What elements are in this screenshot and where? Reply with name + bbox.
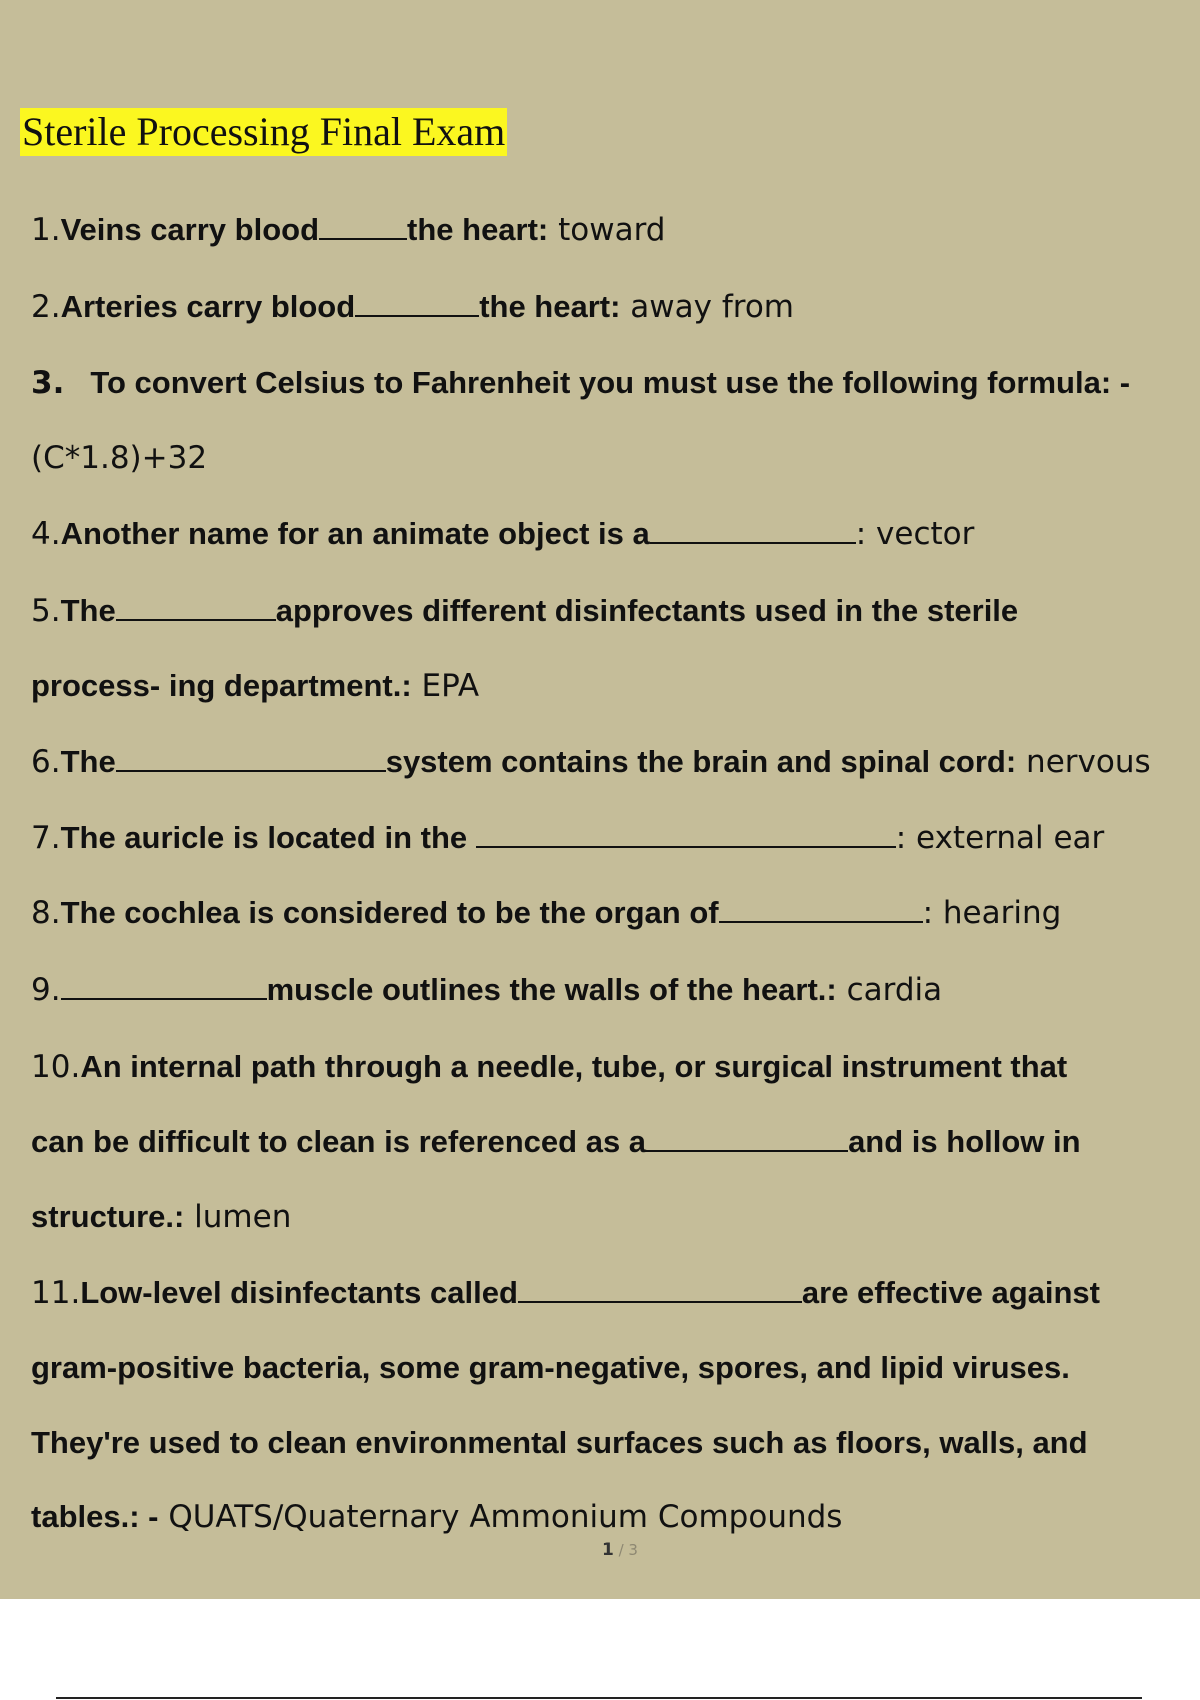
question-11-line-3: They're used to clean environmental surfaces such as floors, walls, and xyxy=(31,1425,1088,1460)
question-text: Another name for an animate object is a xyxy=(60,516,650,551)
answer-blank xyxy=(61,972,267,1000)
answer-text: external ear xyxy=(906,820,1105,856)
question-text: To convert Celsius to Fahrenheit you must use the following formula: - xyxy=(90,365,1131,400)
question-10-continued: structure.: lumen xyxy=(31,1199,292,1235)
answer-blank xyxy=(355,289,479,317)
answer-blank xyxy=(116,744,386,772)
answer-blank xyxy=(518,1275,802,1303)
question-text: Arteries carry blood xyxy=(60,289,356,324)
question-text: The xyxy=(60,593,116,628)
question-7: 7.The auricle is located in the : external ear xyxy=(31,820,1105,856)
answer-text: hearing xyxy=(933,895,1062,931)
question-text: The xyxy=(60,744,116,779)
answer-text: away from xyxy=(620,289,794,325)
answer-text: lumen xyxy=(184,1199,292,1235)
question-8: 8.The cochlea is considered to be the organ of : hearing xyxy=(31,895,1062,931)
page-number: 1 / 3 xyxy=(602,1540,638,1560)
question-10-line-2: can be difficult to clean is referenced as a and is hollow in xyxy=(31,1124,1081,1159)
answer-text: EPA xyxy=(411,668,480,704)
page-title: Sterile Processing Final Exam xyxy=(22,109,506,154)
question-5-continued: process- ing department.: EPA xyxy=(31,668,480,704)
question-5: 5.The approves different disinfectants used in the sterile xyxy=(31,593,1019,629)
question-6: 6.The system contains the brain and spinal cord: nervous xyxy=(31,744,1151,780)
question-text: An internal path through a needle, tube, or surgical instrument that xyxy=(80,1049,1068,1084)
answer-text: toward xyxy=(548,212,666,248)
question-text: The cochlea is considered to be the organ of xyxy=(60,895,719,930)
answer-blank xyxy=(116,593,276,621)
answer-text: nervous xyxy=(1016,744,1151,780)
page-divider xyxy=(56,1697,1142,1699)
question-11-continued: tables.: - QUATS/Quaternary Ammonium Compounds xyxy=(31,1499,843,1535)
question-3: 3. To convert Celsius to Fahrenheit you must use the following formula: - xyxy=(31,365,1131,401)
answer-text: vector xyxy=(866,516,975,552)
question-text: The auricle is located in the xyxy=(60,820,476,855)
question-text: muscle outlines the walls of the heart.: xyxy=(266,972,837,1007)
question-11-line-2: gram-positive bacteria, some gram-negative, spores, and lipid viruses. xyxy=(31,1350,1070,1385)
question-1: 1.Veins carry blood the heart: toward xyxy=(31,212,666,248)
answer-blank xyxy=(650,516,856,544)
question-text: Veins carry blood xyxy=(60,212,320,247)
answer-blank xyxy=(319,212,407,240)
question-4: 4.Another name for an animate object is a : vector xyxy=(31,516,975,552)
answer-blank xyxy=(476,820,896,848)
question-11: 11.Low-level disinfectants called are effective against xyxy=(31,1275,1100,1311)
question-text: Low-level disinfectants called xyxy=(80,1275,518,1310)
answer-text: (C*1.8)+32 xyxy=(31,440,208,476)
question-10: 10.An internal path through a needle, tube, or surgical instrument that xyxy=(31,1049,1068,1085)
answer-blank xyxy=(719,895,923,923)
answer-blank xyxy=(646,1124,848,1152)
answer-text: QUATS/Quaternary Ammonium Compounds xyxy=(158,1499,843,1535)
question-9: 9. muscle outlines the walls of the heart.: cardia xyxy=(31,972,943,1008)
question-2: 2.Arteries carry blood the heart: away from xyxy=(31,289,794,325)
answer-text: cardia xyxy=(836,972,943,1008)
